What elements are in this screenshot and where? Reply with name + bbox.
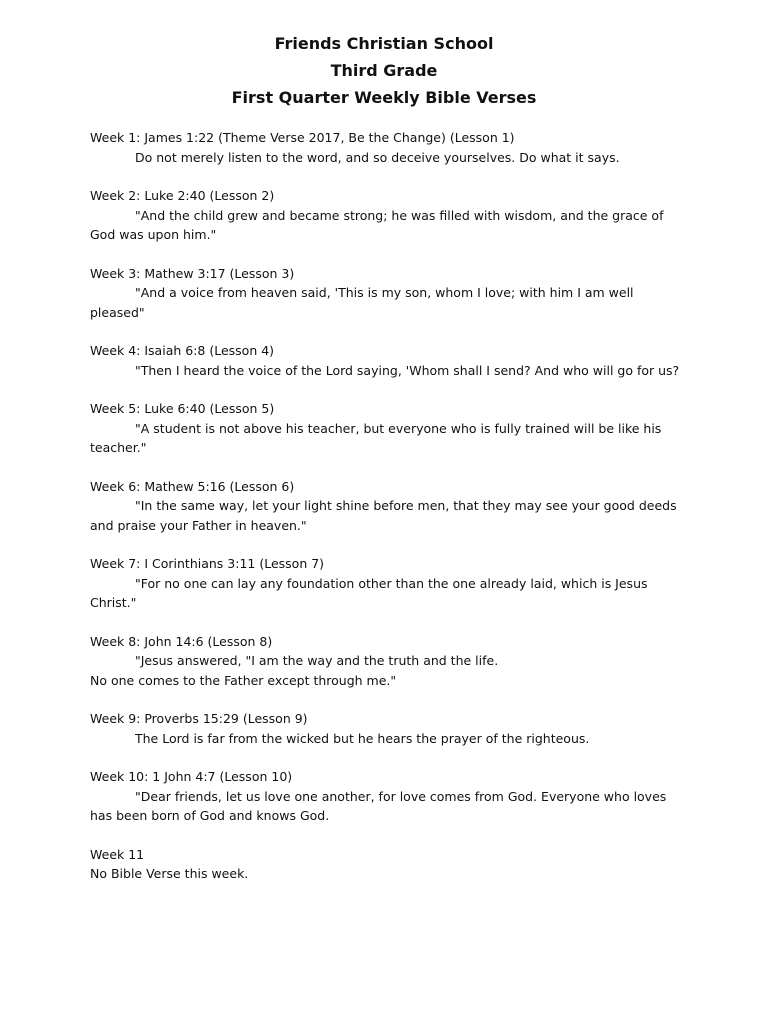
- week-entry-11: [90, 845, 690, 884]
- week-heading: Week 8: John 14:6 (Lesson 8): [90, 633, 273, 649]
- verse-text-line-1: "Jesus answered, "I am the way and the truth and the life.: [135, 653, 499, 668]
- quarter-title: First Quarter Weekly Bible Verses: [231, 88, 537, 107]
- week-entry-1: [90, 128, 690, 167]
- verse-text: "Then I heard the voice of the Lord saying, 'Whom shall I send? And who will go for us?: [135, 362, 680, 378]
- verse-text-line-2: No one comes to the Father except through me.": [90, 672, 397, 688]
- week-heading: Week 9: Proverbs 15:29 (Lesson 9): [90, 711, 308, 726]
- week-heading: Week 4: Isaiah 6:8 (Lesson 4): [90, 343, 275, 358]
- week-heading: Week 6: Mathew 5:16 (Lesson 6): [90, 478, 295, 494]
- week-entry-4: [90, 341, 690, 380]
- grade-title: Third Grade: [330, 61, 438, 80]
- verse-text: "Dear friends, let us love one another, for love comes from God. Everyone who loves has been born of God and knows God.: [90, 788, 667, 823]
- week-heading: Week 2: Luke 2:40 (Lesson 2): [90, 188, 275, 203]
- week-entry-7: [90, 554, 690, 613]
- week-heading: Week 1: James 1:22 (Theme Verse 2017, Be the Change) (Lesson 1): [90, 130, 515, 145]
- week-entry-3: [90, 264, 690, 323]
- week-heading: Week 11: [90, 846, 145, 862]
- week-entry-8: [90, 632, 690, 691]
- week-entry-6: [90, 477, 690, 536]
- verse-text: "And the child grew and became strong; he was filled with wisdom, and the grace of God was upon him.": [90, 207, 664, 242]
- document-header: [0, 30, 768, 111]
- week-entry-2: [90, 186, 690, 245]
- week-entry-10: [90, 767, 690, 826]
- verse-list: [90, 128, 690, 903]
- week-entry-9: [90, 709, 690, 748]
- week-heading: Week 5: Luke 6:40 (Lesson 5): [90, 401, 275, 416]
- week-heading: Week 7: I Corinthians 3:11 (Lesson 7): [90, 556, 325, 571]
- school-name: Friends Christian School: [274, 34, 494, 53]
- verse-text: "In the same way, let your light shine before men, that they may see your good deeds and praise your Father in heaven.": [90, 498, 677, 533]
- verse-text: "For no one can lay any foundation other than the one already laid, which is Jesus Christ.": [90, 575, 648, 610]
- verse-text: "And a voice from heaven said, 'This is my son, whom I love; with him I am well pleased": [90, 285, 634, 320]
- verse-text: "A student is not above his teacher, but everyone who is fully trained will be like his teacher.": [90, 420, 662, 455]
- week-entry-5: [90, 399, 690, 458]
- week-heading: Week 3: Mathew 3:17 (Lesson 3): [90, 265, 295, 281]
- verse-text: No Bible Verse this week.: [90, 866, 249, 881]
- verse-text: Do not merely listen to the word, and so deceive yourselves. Do what it says.: [135, 149, 620, 165]
- week-heading: Week 10: 1 John 4:7 (Lesson 10): [90, 769, 293, 784]
- verse-text: The Lord is far from the wicked but he hears the prayer of the righteous.: [135, 730, 590, 746]
